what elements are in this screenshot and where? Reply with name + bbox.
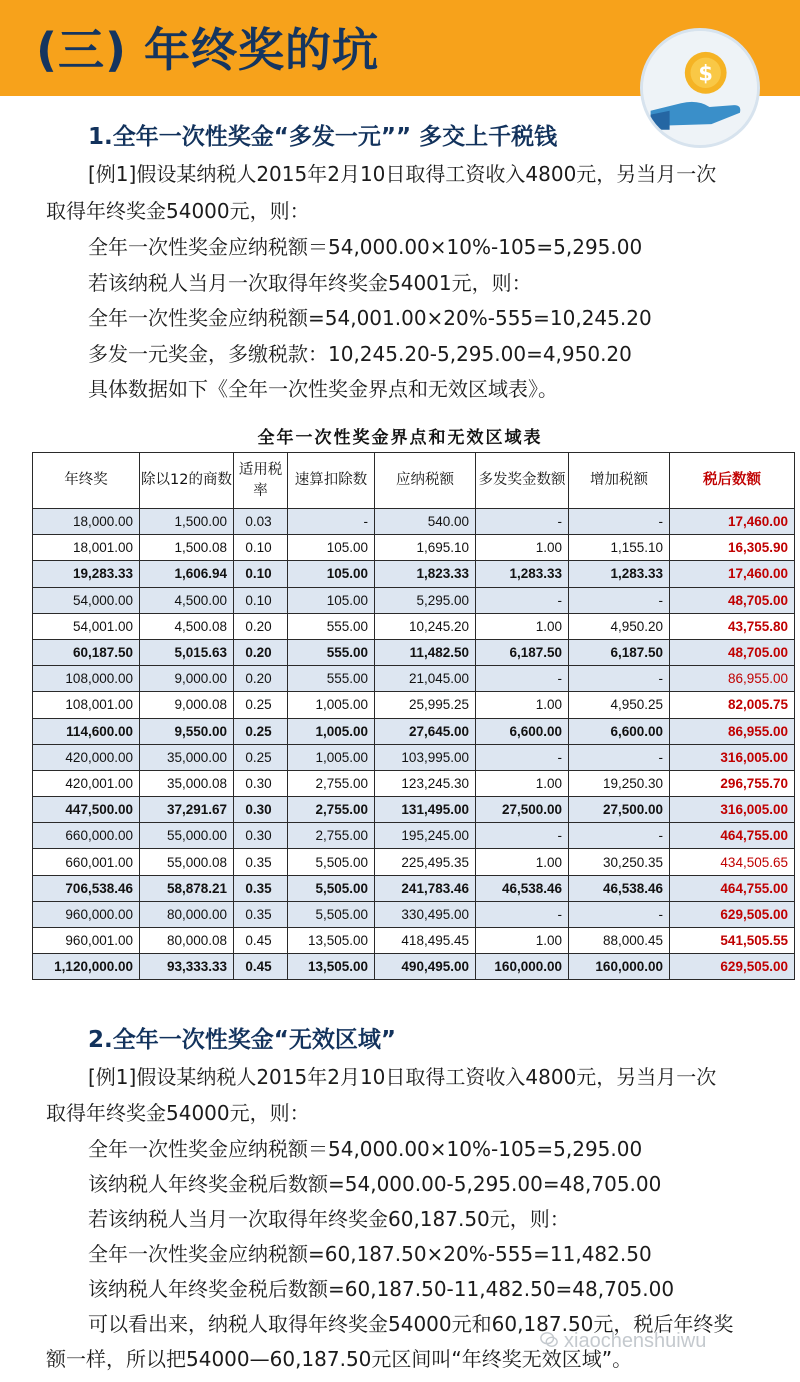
col-header: 适用税率 [234, 453, 288, 509]
table-cell: 86,955.00 [670, 718, 795, 744]
section1-line: 全年一次性奖金应纳税额＝54,000.00×10%-105=5,295.00 [88, 235, 643, 259]
section1-line: 全年一次性奖金应纳税额=54,001.00×20%-555=10,245.20 [88, 306, 652, 330]
table-cell: 2,755.00 [288, 823, 375, 849]
table-cell: 0.03 [234, 509, 288, 535]
table-cell: 1.00 [476, 770, 569, 796]
section1-line: 取得年终奖金54000元，则： [46, 199, 310, 223]
table-cell: - [476, 666, 569, 692]
table-cell: - [569, 901, 670, 927]
table-cell: 1,005.00 [288, 744, 375, 770]
table-cell: 160,000.00 [476, 954, 569, 980]
table-cell: 0.20 [234, 613, 288, 639]
table-row [33, 718, 795, 744]
chat-bubble-icon [540, 1331, 558, 1349]
section2-line: [例1]假设某纳税人2015年2月10日取得工资收入4800元，另当月一次 [88, 1065, 717, 1089]
table-cell: 18,001.00 [33, 535, 140, 561]
col-header: 除以12的商数 [140, 453, 234, 509]
table-cell: 0.30 [234, 797, 288, 823]
table-cell: 6,600.00 [476, 718, 569, 744]
table-cell: 420,001.00 [33, 770, 140, 796]
table-cell: - [569, 823, 670, 849]
table-cell: 0.25 [234, 744, 288, 770]
table-cell: 540.00 [375, 509, 476, 535]
table-cell: 541,505.55 [670, 928, 795, 954]
table-title: 全年一次性奖金界点和无效区域表 [257, 428, 543, 448]
table-cell: 4,950.25 [569, 692, 670, 718]
table-cell: 960,001.00 [33, 928, 140, 954]
table-row [33, 849, 795, 875]
section2-line: 额一样，所以把54000—60,187.50元区间叫“年终奖无效区域”。 [46, 1347, 633, 1371]
table-cell: 0.10 [234, 587, 288, 613]
table-row [33, 875, 795, 901]
table-cell: 11,482.50 [375, 639, 476, 665]
table-cell: 25,995.25 [375, 692, 476, 718]
table-cell: 0.25 [234, 718, 288, 744]
table-cell: 19,283.33 [33, 561, 140, 587]
table-cell: 13,505.00 [288, 928, 375, 954]
table-body [33, 509, 795, 980]
table-cell: 1,155.10 [569, 535, 670, 561]
table-row [33, 666, 795, 692]
table-cell: 160,000.00 [569, 954, 670, 980]
table-cell: 60,187.50 [33, 639, 140, 665]
table-cell: 108,000.00 [33, 666, 140, 692]
section1-line: [例1]假设某纳税人2015年2月10日取得工资收入4800元，另当月一次 [88, 162, 717, 186]
table-row [33, 744, 795, 770]
table-cell: 0.10 [234, 535, 288, 561]
table-cell: 0.25 [234, 692, 288, 718]
table-cell: 55,000.00 [140, 823, 234, 849]
table-cell: 0.10 [234, 561, 288, 587]
table-cell: 0.45 [234, 928, 288, 954]
table-cell: 123,245.30 [375, 770, 476, 796]
section2-heading: 2.全年一次性奖金“无效区域” [88, 1027, 396, 1053]
section2-line: 该纳税人年终奖金税后数额=60,187.50-11,482.50=48,705.00 [88, 1277, 675, 1301]
table-cell: 4,500.08 [140, 613, 234, 639]
table-cell: 4,500.00 [140, 587, 234, 613]
table-cell: 9,550.00 [140, 718, 234, 744]
table-cell: 0.35 [234, 901, 288, 927]
table-cell: 960,000.00 [33, 901, 140, 927]
watermark-text: xiaochenshuiwu [564, 1330, 707, 1352]
table-cell: 418,495.45 [375, 928, 476, 954]
table-cell: 1,283.33 [476, 561, 569, 587]
table-cell: 490,495.00 [375, 954, 476, 980]
table-cell: 0.30 [234, 770, 288, 796]
table-cell: 1.00 [476, 928, 569, 954]
table-cell: 48,705.00 [670, 639, 795, 665]
table-row [33, 535, 795, 561]
table-cell: 1.00 [476, 692, 569, 718]
table-cell: 316,005.00 [670, 797, 795, 823]
table-cell: 0.30 [234, 823, 288, 849]
table-cell: 1,606.94 [140, 561, 234, 587]
table-cell: 9,000.00 [140, 666, 234, 692]
table-cell: 13,505.00 [288, 954, 375, 980]
table-row [33, 797, 795, 823]
table-cell: 16,305.90 [670, 535, 795, 561]
table-row [33, 587, 795, 613]
table-cell: 660,001.00 [33, 849, 140, 875]
table-cell: 58,878.21 [140, 875, 234, 901]
table-row [33, 928, 795, 954]
table-cell: 103,995.00 [375, 744, 476, 770]
table-cell: 1,500.08 [140, 535, 234, 561]
table-cell: - [476, 744, 569, 770]
table-cell: 10,245.20 [375, 613, 476, 639]
table-cell: 2,755.00 [288, 770, 375, 796]
table-cell: 5,295.00 [375, 587, 476, 613]
table-cell: - [476, 823, 569, 849]
table-cell: 555.00 [288, 666, 375, 692]
table-cell: 5,505.00 [288, 875, 375, 901]
table-cell: 54,001.00 [33, 613, 140, 639]
table-cell: 46,538.46 [569, 875, 670, 901]
table-cell: 17,460.00 [670, 561, 795, 587]
table-cell: 37,291.67 [140, 797, 234, 823]
table-cell: 0.20 [234, 666, 288, 692]
table-cell: 6,187.50 [569, 639, 670, 665]
table-cell: 629,505.00 [670, 901, 795, 927]
section2-line: 取得年终奖金54000元，则： [46, 1101, 310, 1125]
table-cell: 105.00 [288, 535, 375, 561]
table-row [33, 692, 795, 718]
table-cell: 1.00 [476, 849, 569, 875]
table-cell: 1.00 [476, 535, 569, 561]
col-header: 速算扣除数 [288, 453, 375, 509]
col-header: 增加税额 [569, 453, 670, 509]
section2-line: 全年一次性奖金应纳税额＝54,000.00×10%-105=5,295.00 [88, 1137, 643, 1161]
table-cell: 43,755.80 [670, 613, 795, 639]
table-row [33, 639, 795, 665]
table-cell: 9,000.08 [140, 692, 234, 718]
page-title: (三) 年终奖的坑 [36, 23, 380, 77]
table-cell: 105.00 [288, 561, 375, 587]
table-row [33, 509, 795, 535]
col-header: 税后数额 [670, 453, 795, 509]
table-cell: 17,460.00 [670, 509, 795, 535]
section2-line: 可以看出来，纳税人取得年终奖金54000元和60,187.50元，税后年终奖 [88, 1312, 734, 1336]
table-cell: 6,600.00 [569, 718, 670, 744]
table-cell: 225,495.35 [375, 849, 476, 875]
table-cell: 55,000.08 [140, 849, 234, 875]
table-cell: 464,755.00 [670, 875, 795, 901]
table-cell: 195,245.00 [375, 823, 476, 849]
table-cell: 4,950.20 [569, 613, 670, 639]
table-cell: - [569, 744, 670, 770]
table-cell: 86,955.00 [670, 666, 795, 692]
svg-text:$: $ [698, 61, 713, 86]
table-cell: 105.00 [288, 587, 375, 613]
table-cell: 1,823.33 [375, 561, 476, 587]
table-cell: 93,333.33 [140, 954, 234, 980]
col-header: 应纳税额 [375, 453, 476, 509]
table-cell: 555.00 [288, 639, 375, 665]
table-row [33, 823, 795, 849]
table-cell: 1,005.00 [288, 718, 375, 744]
table-cell: - [569, 666, 670, 692]
table-cell: 108,001.00 [33, 692, 140, 718]
table-cell: 48,705.00 [670, 587, 795, 613]
section2-line: 该纳税人年终奖金税后数额=54,000.00-5,295.00=48,705.00 [88, 1172, 662, 1196]
table-row [33, 561, 795, 587]
watermark [540, 1330, 706, 1353]
table-cell: 434,505.65 [670, 849, 795, 875]
table-cell: 19,250.30 [569, 770, 670, 796]
table-cell: 5,505.00 [288, 901, 375, 927]
table-cell: 27,500.00 [476, 797, 569, 823]
table-cell: 30,250.35 [569, 849, 670, 875]
table-cell: 0.35 [234, 849, 288, 875]
table-cell: 131,495.00 [375, 797, 476, 823]
table-cell: 555.00 [288, 613, 375, 639]
table-cell: - [569, 587, 670, 613]
table-row [33, 954, 795, 980]
table-cell: 296,755.70 [670, 770, 795, 796]
table-row [33, 770, 795, 796]
col-header: 多发奖金数额 [476, 453, 569, 509]
table-cell: 316,005.00 [670, 744, 795, 770]
table-cell: 88,000.45 [569, 928, 670, 954]
table-cell: 0.20 [234, 639, 288, 665]
table-cell: 80,000.00 [140, 901, 234, 927]
table-cell: 18,000.00 [33, 509, 140, 535]
table-cell: 114,600.00 [33, 718, 140, 744]
table-header-row [33, 453, 795, 509]
table-cell: 35,000.08 [140, 770, 234, 796]
table-cell: 241,783.46 [375, 875, 476, 901]
table-cell: - [476, 509, 569, 535]
table-cell: 464,755.00 [670, 823, 795, 849]
col-header: 年终奖 [33, 453, 140, 509]
table-row [33, 901, 795, 927]
table-cell: 447,500.00 [33, 797, 140, 823]
table-cell: 0.45 [234, 954, 288, 980]
section1-line: 具体数据如下《全年一次性奖金界点和无效区域表》。 [88, 377, 558, 401]
coin-hand-icon [640, 28, 760, 148]
section2-line: 全年一次性奖金应纳税额=60,187.50×20%-555=11,482.50 [88, 1242, 652, 1266]
table-row [33, 613, 795, 639]
tax-threshold-table [32, 452, 795, 980]
table-cell: 1,500.00 [140, 509, 234, 535]
section1-heading: 1.全年一次性奖金“多发一元”” 多交上千税钱 [88, 124, 558, 150]
table-cell: 80,000.08 [140, 928, 234, 954]
table-cell: 1.00 [476, 613, 569, 639]
table-cell: 54,000.00 [33, 587, 140, 613]
table-cell: 1,005.00 [288, 692, 375, 718]
table-cell: 21,045.00 [375, 666, 476, 692]
table-cell: 1,283.33 [569, 561, 670, 587]
table-cell: 706,538.46 [33, 875, 140, 901]
table-cell: 6,187.50 [476, 639, 569, 665]
table-cell: 420,000.00 [33, 744, 140, 770]
table-cell: 1,695.10 [375, 535, 476, 561]
table-cell: 46,538.46 [476, 875, 569, 901]
table-cell: 660,000.00 [33, 823, 140, 849]
table-cell: 1,120,000.00 [33, 954, 140, 980]
table-cell: 27,500.00 [569, 797, 670, 823]
table-cell: 629,505.00 [670, 954, 795, 980]
section1-line: 多发一元奖金，多缴税款：10,245.20-5,295.00=4,950.20 [88, 342, 632, 366]
table-cell: - [569, 509, 670, 535]
table-cell: - [476, 587, 569, 613]
table-cell: - [288, 509, 375, 535]
table-cell: 2,755.00 [288, 797, 375, 823]
table-cell: 5,505.00 [288, 849, 375, 875]
table-cell: 82,005.75 [670, 692, 795, 718]
table-cell: - [476, 901, 569, 927]
table-cell: 27,645.00 [375, 718, 476, 744]
section2-line: 若该纳税人当月一次取得年终奖金60,187.50元，则： [88, 1207, 570, 1231]
table-cell: 0.35 [234, 875, 288, 901]
table-cell: 35,000.00 [140, 744, 234, 770]
table-cell: 5,015.63 [140, 639, 234, 665]
section1-line: 若该纳税人当月一次取得年终奖金54001元，则： [88, 271, 532, 295]
table-cell: 330,495.00 [375, 901, 476, 927]
